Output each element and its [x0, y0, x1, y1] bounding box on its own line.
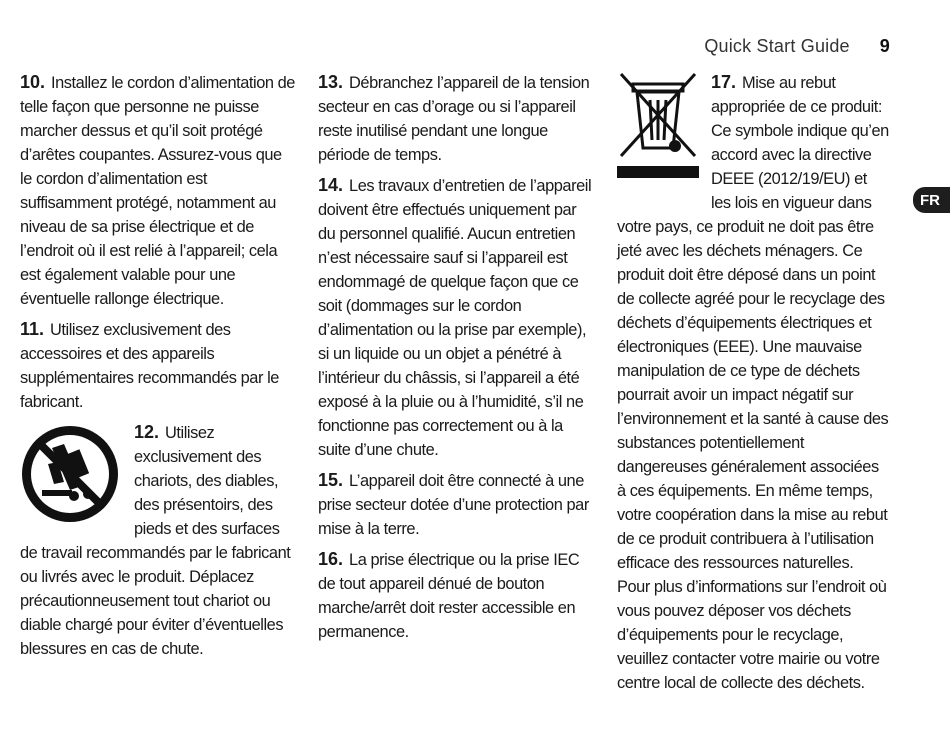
item-number: 12. — [134, 422, 160, 442]
item-number: 17. — [711, 72, 737, 92]
page-header — [704, 36, 890, 57]
item-text: Mise au rebut appropriée de ce produit: Ce symbole indique qu’en accord avec la directive DEEE (2012/19/EU) et les lois en vigueur dans votre pays, ce produit ne doit pas être jeté avec les déchets ménagers. Ce produit doit être déposé dans un point de collecte agréé pour le recyclage des déchets d’équipements électriques et électroniques (EEE). Une mauvaise manipulation de ce type de déchets pourrait avoir un impact négatif sur l’environnement et la santé à cause des substances potentiellement dangereuses généralement associées à ces équipements. En même temps, votre coopération dans la mise au rebut de ce produit contribuera à l’utilisation efficace des ressources naturelles. Pour plus d’informations sur l’endroit où vous pouvez déposer vos déchets d’équipements pour le recyclage, veuillez contacter votre mairie ou votre centre local de collecte des déchets. — [617, 74, 889, 692]
item-text: Utilisez exclusivement des accessoires et des appareils supplémentaires recommandés par le fabricant. — [20, 321, 279, 411]
item-number: 16. — [318, 549, 344, 569]
item-text: Les travaux d’entretien de l’appareil doivent être effectués uniquement par du personnel qualifié. Aucun entretien n’est nécessaire sauf si l’appareil est endommagé de quelque façon que ce soit (dommages sur le cordon d’alimentation ou la prise par exemple), si un liquide ou un objet a pénétré à l’intérieur du châssis, si l’appareil a été exposé à la pluie ou à l’humidité, s’il ne fonctionne pas correctement ou à la suite d’une chute. — [318, 177, 592, 459]
item-text: La prise électrique ou la prise IEC de tout appareil dénué de bouton marche/arrêt doit rester accessible en permanence. — [318, 551, 580, 641]
safety-item-16 — [318, 547, 593, 644]
item-text: Utilisez exclusivement des chariots, des diables, des présentoirs, des pieds et des surfaces de travail recommandés par le fabricant ou livrés avec le produit. Déplacez précautionneusement tout chariot ou diable chargé pour éviter d’éventuelles blessures en cas de chute. — [20, 424, 291, 658]
language-tab — [913, 187, 950, 213]
safety-item-10 — [20, 70, 295, 311]
safety-item-11 — [20, 317, 295, 414]
item-number: 11. — [20, 319, 45, 339]
column-1 — [20, 70, 295, 667]
cart-tip-over-warning-icon — [20, 424, 120, 531]
item-number: 15. — [318, 470, 344, 490]
safety-item-14 — [318, 173, 593, 462]
item-text: L’appareil doit être connecté à une prise secteur dotée d’une protection par mise à la terre. — [318, 472, 589, 538]
column-3 — [617, 70, 889, 701]
guide-title: Quick Start Guide — [704, 36, 850, 56]
crossed-out-wheelie-bin-icon — [617, 70, 699, 189]
safety-item-17 — [617, 70, 889, 695]
item-text: Débranchez l’appareil de la tension secteur en cas d’orage ou si l’appareil reste inutilisé pendant une longue période de temps. — [318, 74, 590, 164]
page-number: 9 — [879, 36, 890, 56]
item-number: 14. — [318, 175, 344, 195]
item-number: 10. — [20, 72, 46, 92]
item-number: 13. — [318, 72, 344, 92]
column-2 — [318, 70, 593, 650]
item-text: Installez le cordon d’alimentation de telle façon que personne ne puisse marcher dessus et qu’il soit protégé d’arêtes coupantes. Assurez-vous que le cordon d’alimentation est suffisamment protégé, notamment au niveau de sa prise électrique et de l’endroit où il est relié à l’appareil; cela est également valable pour une éventuelle rallonge électrique. — [20, 74, 295, 308]
language-tab-label: FR — [920, 191, 940, 209]
safety-item-15 — [318, 468, 593, 541]
safety-item-12 — [20, 420, 295, 661]
safety-item-13 — [318, 70, 593, 167]
